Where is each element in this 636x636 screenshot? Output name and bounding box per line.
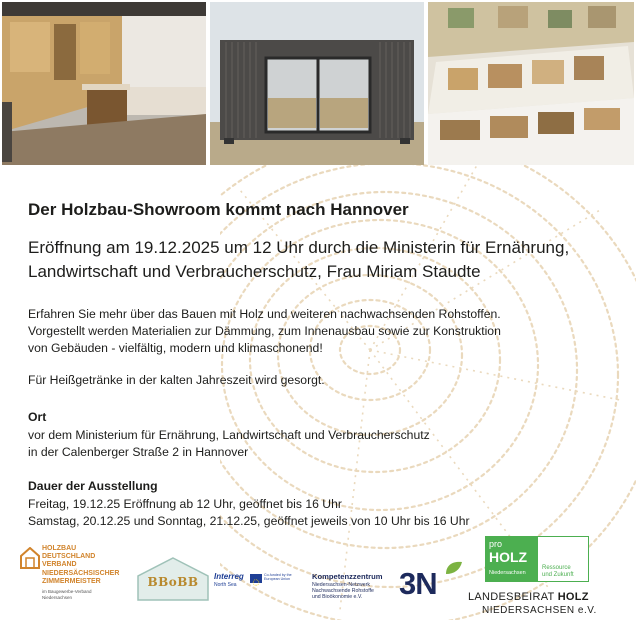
kompetenz-line-3: Nachwachsende Rohstoffe <box>312 588 374 595</box>
proholz-pro: pro <box>489 539 503 549</box>
intro-line-3: von Gebäuden - vielfältig, modern und klimaschonend! <box>28 341 323 355</box>
eu-flag-icon <box>250 574 262 583</box>
eu-cofunded-text: Co-funded by the European Union <box>264 573 292 582</box>
location-line-2: in der Calenberger Straße 2 in Hannover <box>28 445 249 459</box>
holzbau-line-3: VERBAND <box>42 561 77 569</box>
proholz-region: Niedersachsen <box>489 570 526 576</box>
kompetenz-line-4: und Bioökonomie e.V. <box>312 594 363 601</box>
exhibition-display-photo <box>428 2 634 165</box>
proholz-green-block <box>485 536 537 582</box>
holzbau-line-5: ZIMMERMEISTER <box>42 577 101 585</box>
bbobb-logo <box>136 556 210 602</box>
kompetenz-mark: 3N <box>399 566 437 601</box>
proholz-niedersachsen-logo <box>485 536 589 582</box>
holzbau-line-2: DEUTSCHLAND <box>42 553 96 561</box>
duration-text <box>28 496 628 530</box>
leaf-icon <box>444 560 464 576</box>
subheadline-line-1: Eröffnung am 19.12.2025 um 12 Uhr durch die Ministerin für Ernährung, <box>28 238 570 257</box>
house-icon <box>20 547 40 569</box>
holzbau-line-4: NIEDERSÄCHSISCHER <box>42 569 120 577</box>
subheadline-line-2: Landwirtschaft und Verbraucherschutz, Frau Miriam Staudte <box>28 262 481 281</box>
hot-drinks-note: Für Heißgetränke in der kalten Jahreszeit wird gesorgt. <box>28 373 325 387</box>
landesbeirat-line-1b: HOLZ <box>557 591 589 603</box>
intro-paragraph <box>28 306 628 357</box>
duration-line-2: Samstag, 20.12.25 und Sonntag, 21.12.25, geöffnet jeweils von 10 Uhr bis 16 Uhr <box>28 514 470 528</box>
interreg-name: Interreg <box>214 572 244 581</box>
duration-label: Dauer der Ausstellung <box>28 479 158 493</box>
proholz-tagline-1: Ressource <box>542 565 571 571</box>
intro-line-2: Vorgestellt werden Materialien zur Dämmung, zum Innenausbau sowie zur Konstruktion <box>28 324 501 338</box>
holzbau-line-7: Niedersachsen <box>42 595 73 600</box>
kompetenzzentrum-3n-logo <box>312 560 472 606</box>
interreg-north-sea-logo <box>214 572 304 600</box>
showroom-interior-photo <box>2 2 206 165</box>
kompetenz-line-2: Niedersachsen-Netzwerk <box>312 582 370 588</box>
interreg-region: North Sea <box>214 582 237 588</box>
location-label: Ort <box>28 410 47 424</box>
duration-line-1: Freitag, 19.12.25 Eröffnung ab 12 Uhr, geöffnet bis 16 Uhr <box>28 497 342 511</box>
location-line-1: vor dem Ministerium für Ernährung, Landwirtschaft und Verbraucherschutz <box>28 428 430 442</box>
landesbeirat-holz-logo <box>468 591 628 621</box>
proholz-tagline-block <box>537 536 589 582</box>
proholz-tagline-2: und Zukunft <box>542 572 574 578</box>
opening-subheadline <box>28 236 628 284</box>
intro-line-1: Erfahren Sie mehr über das Bauen mit Holz und weiteren nachwachsenden Rohstoffen. <box>28 307 501 321</box>
landesbeirat-line-2: NIEDERSACHSEN e.V. <box>482 605 597 616</box>
location-text <box>28 427 628 461</box>
holzbau-deutschland-logo <box>20 545 132 625</box>
kompetenz-line-1: Kompetenzzentrum <box>312 572 383 581</box>
headline: Der Holzbau-Showroom kommt nach Hannover <box>28 200 409 219</box>
showroom-exterior-photo <box>210 2 424 165</box>
proholz-holz: HOLZ <box>489 549 528 565</box>
landesbeirat-line-1a: LANDESBEIRAT <box>468 591 558 603</box>
bbobb-name: BBoBB <box>147 575 199 589</box>
holzbau-line-1: HOLZBAU <box>42 545 77 552</box>
holzbau-line-6: im Baugewerbe-Verband <box>42 589 92 594</box>
